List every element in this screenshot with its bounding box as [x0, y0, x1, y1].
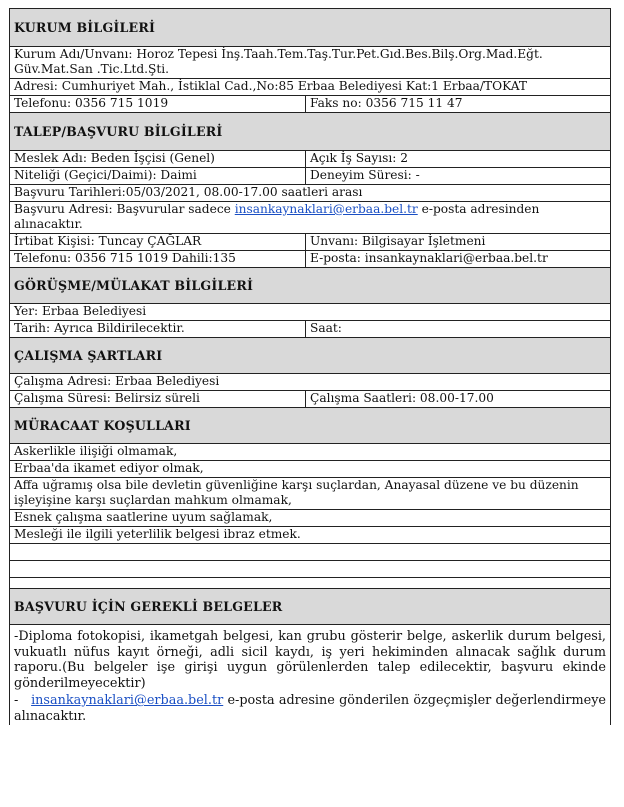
condition-item: Erbaa'da ikamet ediyor olmak,	[10, 461, 611, 478]
condition-item: Affa uğramış olsa bile devletin güvenliğine karşı suçlardan, Anayasal düzene ve bu düzenin işleyişine karşı suçlardan mahkum olmamak,	[10, 478, 611, 510]
section-header-muracaat	[10, 408, 611, 444]
documents-paragraph: -Diploma fotokopisi, ikametgah belgesi, kan grubu gösterir belge, askerlik durum belgesi, vukuatlı nüfus kayıt örneği, adli sicil kaydı, iş yeri hekiminden alınacak sağlık durum raporu.(Bu belgeler işe girişi uygun görülenlerden talep edilecektir, başvuru ekinde gönderilmeyecektir)	[14, 629, 607, 691]
section-title: TALEP/BAŞVURU BİLGİLERİ	[14, 124, 223, 139]
condition-item: Esnek çalışma saatlerine uyum sağlamak,	[10, 510, 611, 527]
contact-person: İrtibat Kişisi: Tuncay ÇAĞLAR	[10, 234, 306, 251]
form-page	[9, 8, 610, 807]
condition-item: Mesleği ile ilgili yeterlilik belgesi ibraz etmek.	[10, 527, 611, 544]
kurum-name-cell	[10, 47, 611, 79]
empty-row	[10, 561, 611, 578]
interview-date: Tarih: Ayrıca Bildirilecektir.	[10, 321, 306, 338]
job-posting-form	[9, 8, 611, 725]
documents-email-suffix: e-posta adresine gönderilen özgeçmişler değerlendirmeye alınacaktır.	[14, 693, 607, 724]
application-address-suffix: e-posta adresinden alınacaktır.	[14, 202, 540, 231]
application-email-link[interactable]: insankaynaklari@erbaa.bel.tr	[234, 202, 418, 216]
job-title: Meslek Adı: Beden İşçisi (Genel)	[10, 151, 306, 168]
section-title: KURUM BİLGİLERİ	[14, 20, 156, 35]
application-dates: Başvuru Tarihleri:05/03/2021, 08.00-17.00 saatleri arası	[10, 185, 611, 202]
experience: Deneyim Süresi: -	[306, 168, 611, 185]
work-duration: Çalışma Süresi: Belirsiz süreli	[10, 391, 306, 408]
kurum-address: Adresi: Cumhuriyet Mah., İstiklal Cad.,No:85 Erbaa Belediyesi Kat:1 Erbaa/TOKAT	[10, 79, 611, 96]
section-header-talep	[10, 113, 611, 151]
application-address	[10, 202, 611, 234]
section-title: BAŞVURU İÇİN GEREKLİ BELGELER	[14, 599, 283, 614]
documents-email-line	[14, 693, 606, 724]
interview-time: Saat:	[306, 321, 611, 338]
kurum-phone: Telefonu: 0356 715 1019	[10, 96, 306, 113]
section-header-kurum	[10, 9, 611, 47]
documents-email-link[interactable]: insankaynaklari@erbaa.bel.tr	[31, 693, 224, 709]
job-type: Niteliği (Geçici/Daimi): Daimi	[10, 168, 306, 185]
kurum-fax: Faks no: 0356 715 11 47	[306, 96, 611, 113]
application-address-prefix: Başvuru Adresi: Başvurular sadece	[14, 202, 235, 216]
documents-dash: -	[14, 693, 19, 709]
section-header-belgeler	[10, 589, 611, 625]
section-title: ÇALIŞMA ŞARTLARI	[14, 348, 163, 363]
interview-place: Yer: Erbaa Belediyesi	[10, 304, 611, 321]
empty-row	[10, 544, 611, 561]
contact-title: Unvanı: Bilgisayar İşletmeni	[306, 234, 611, 251]
section-header-calisma	[10, 338, 611, 374]
work-hours: Çalışma Saatleri: 08.00-17.00	[306, 391, 611, 408]
kurum-name-line1: Kurum Adı/Unvanı: Horoz Tepesi İnş.Taah.Tem.Taş.Tur.Pet.Gıd.Bes.Bilş.Org.Mad.Eğt.	[14, 47, 543, 61]
open-positions: Açık İş Sayısı: 2	[306, 151, 611, 168]
work-address: Çalışma Adresi: Erbaa Belediyesi	[10, 374, 611, 391]
section-title: GÖRÜŞME/MÜLAKAT BİLGİLERİ	[14, 278, 254, 293]
spacer-row	[10, 578, 611, 589]
section-header-gorusme	[10, 268, 611, 304]
contact-email: E-posta: insankaynaklari@erbaa.bel.tr	[306, 251, 611, 268]
documents-cell	[10, 625, 611, 725]
section-title: MÜRACAAT KOŞULLARI	[14, 418, 191, 433]
contact-phone: Telefonu: 0356 715 1019 Dahili:135	[10, 251, 306, 268]
condition-item: Askerlikle ilişiği olmamak,	[10, 444, 611, 461]
kurum-name-line2: Güv.Mat.San .Tic.Ltd.Şti.	[14, 62, 170, 76]
